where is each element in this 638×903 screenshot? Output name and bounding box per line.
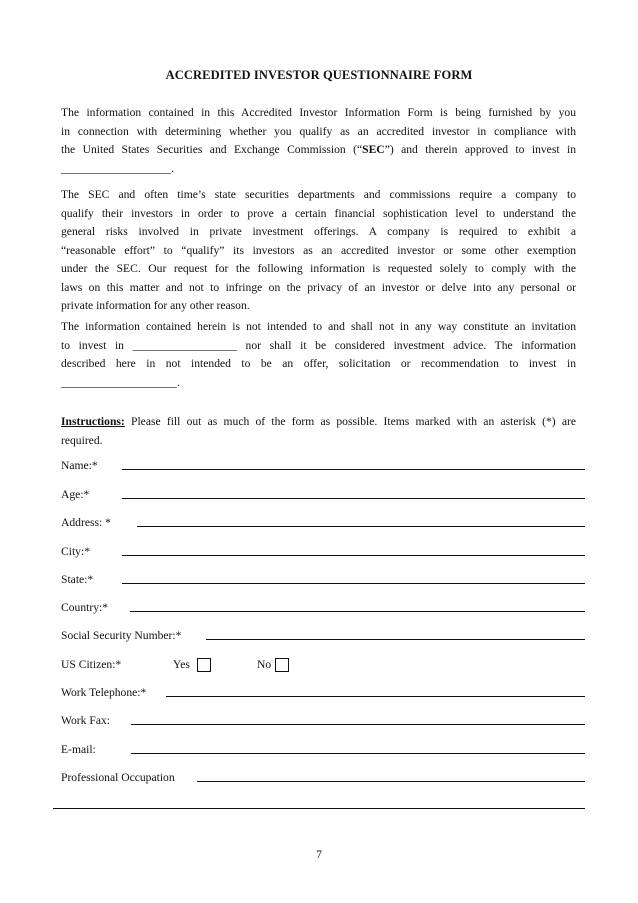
paragraph-line: the United States Securities and Exchange Commission (“SEC”) and therein approved to invest in — [61, 143, 576, 156]
paragraph-line: laws on this matter and not to infringe on the privacy of an investor or delve into any personal or — [61, 280, 576, 294]
instructions — [61, 413, 576, 450]
no-checkbox[interactable] — [275, 658, 289, 672]
paragraph-line: ____________________. — [61, 375, 180, 389]
country-label: Country:* — [61, 601, 109, 614]
disclaimer-paragraph — [61, 318, 576, 392]
sec-acronym: SEC — [362, 143, 385, 156]
name-label: Name:* — [61, 459, 98, 472]
paragraph-line: “reasonable effort” to “qualify” its investors as an accredited investor or some other exemption — [61, 243, 576, 257]
yes-checkbox[interactable] — [197, 658, 211, 672]
form-title: ACCREDITED INVESTOR QUESTIONNAIRE FORM — [165, 68, 473, 82]
work-fax-row — [61, 708, 585, 728]
age-row — [61, 482, 585, 502]
email-label: E-mail: — [61, 743, 96, 756]
us-citizen-label: US Citizen:* — [61, 658, 122, 671]
occupation-continuation-line[interactable] — [53, 808, 585, 809]
no-label: No — [257, 658, 272, 671]
city-row — [61, 539, 585, 559]
country-row — [61, 595, 585, 615]
age-field[interactable] — [122, 498, 585, 499]
work-fax-label: Work Fax: — [61, 714, 110, 727]
intro-paragraph — [61, 104, 576, 178]
email-row — [61, 737, 585, 757]
ssn-label: Social Security Number:* — [61, 629, 182, 642]
occupation-row — [61, 765, 585, 785]
page-number: 7 — [316, 848, 322, 861]
us-citizen-row — [61, 652, 361, 672]
work-telephone-row — [61, 680, 585, 700]
state-field[interactable] — [122, 583, 585, 584]
paragraph-line: to invest in __________________ nor shall it be considered investment advice. The information — [61, 338, 576, 352]
age-label: Age:* — [61, 488, 90, 501]
paragraph-line: The SEC and often time’s state securities departments and commissions require a company to — [61, 188, 576, 201]
address-field[interactable] — [137, 526, 585, 527]
paragraph-line: ___________________. — [61, 161, 175, 175]
city-field[interactable] — [122, 555, 585, 556]
paragraph-line: described here in not intended to be an offer, solicitation or recommendation to invest in — [61, 357, 576, 370]
work-telephone-label: Work Telephone:* — [61, 686, 147, 699]
paragraph-line: general risks involved in private investment offerings. A company is required to exhibit a — [61, 225, 576, 238]
address-row — [61, 510, 585, 530]
country-field[interactable] — [130, 611, 585, 612]
sec-paragraph — [61, 186, 576, 316]
paragraph-line: in connection with determining whether you qualify as an accredited investor in compliance with — [61, 124, 576, 138]
name-field[interactable] — [122, 469, 585, 470]
ssn-field[interactable] — [206, 639, 585, 640]
city-label: City:* — [61, 545, 90, 558]
name-row — [61, 453, 585, 473]
work-telephone-field[interactable] — [166, 696, 585, 697]
instructions-text: Please fill out as much of the form as possible. Items marked with an asterisk (*) are — [124, 415, 576, 428]
email-field[interactable] — [131, 753, 585, 754]
occupation-field[interactable] — [197, 781, 585, 782]
paragraph-line: The information contained herein is not intended to and shall not in any way constitute an invitation — [61, 320, 576, 333]
address-label: Address: * — [61, 516, 111, 529]
paragraph-line: The information contained in this Accredited Investor Information Form is being furnished by you — [61, 106, 576, 119]
instructions-line — [61, 413, 576, 432]
state-label: State:* — [61, 573, 94, 586]
occupation-label: Professional Occupation — [61, 771, 175, 784]
instructions-label: Instructions: — [61, 415, 125, 428]
ssn-row — [61, 623, 585, 643]
paragraph-line: qualify their investors in order to prove a certain financial sophistication level to understand the — [61, 206, 576, 220]
yes-label: Yes — [173, 658, 190, 671]
work-fax-field[interactable] — [131, 724, 585, 725]
state-row — [61, 567, 585, 587]
paragraph-line: private information for any other reason. — [61, 299, 250, 312]
instructions-line: required. — [61, 433, 103, 447]
paragraph-line: under the SEC. Our request for the following information is requested solely to comply with the — [61, 262, 576, 275]
